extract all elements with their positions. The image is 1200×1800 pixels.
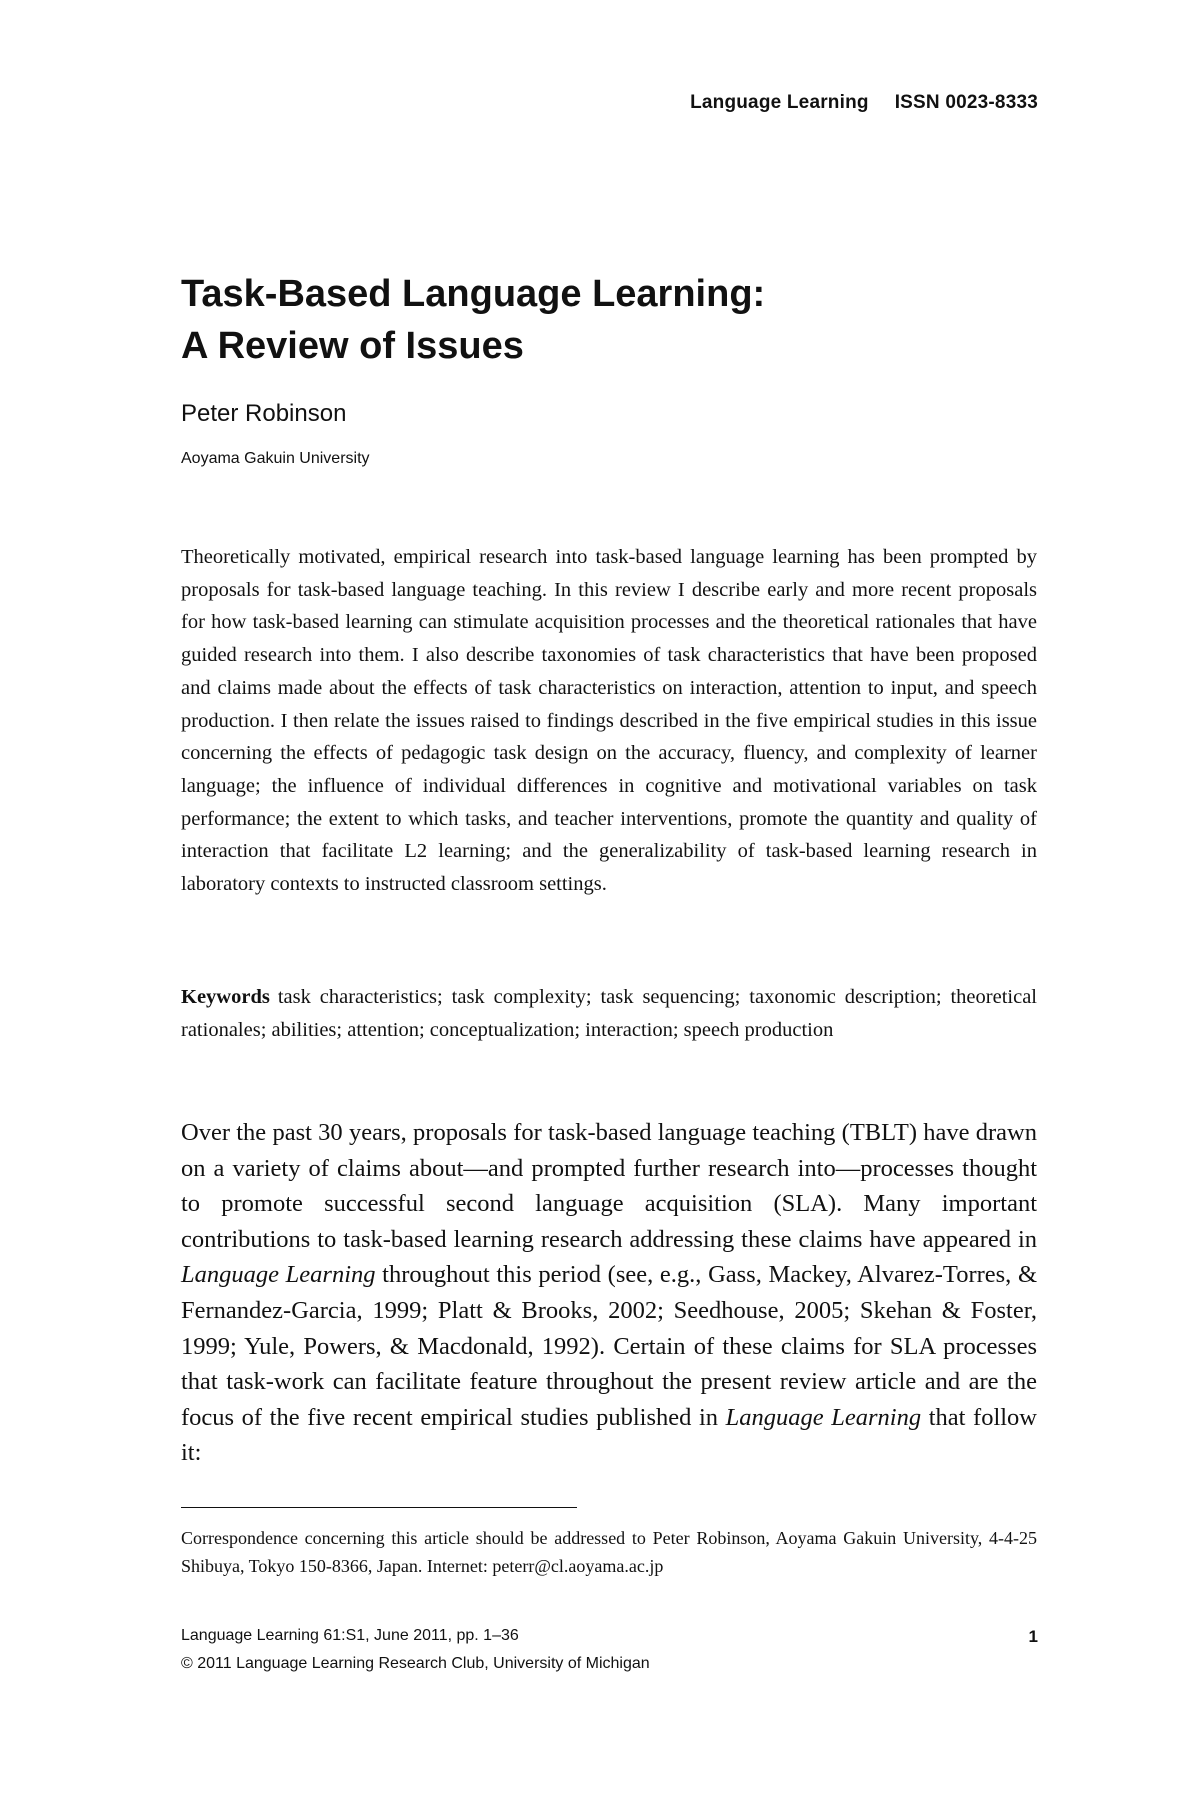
journal-title-italic-1: Language Learning [181, 1261, 376, 1289]
body-text-part-2: throughout this period (see, e.g., Gass, Mackey, Alvarez-Torres, & Fernandez-Garcia, 1999; Platt & Brooks, 2002; Seedhouse, 2005; Skehan & Foster, 1999; Yule, Powers, & Macdonald, 1992). Certain of these claims for SLA processes that task-work can facilitate feature throughout the present review article and are the focus of the five recent empirical studies published in [181, 1261, 1038, 1431]
article-title-line-1: Task-Based Language Learning: [181, 273, 766, 315]
page-number: 1 [1028, 1627, 1038, 1646]
footnote-divider [181, 1507, 577, 1508]
keywords-text: task characteristics; task complexity; task sequencing; taxonomic description; theoretical rationales; abilities; attention; conceptualization; interaction; speech production [181, 986, 1037, 1041]
abstract: Theoretically motivated, empirical research into task-based language learning has been prompted by proposals for task-based language teaching. In this review I describe early and more recent proposals for how task-based learning can stimulate acquisition processes and the theoretical rationales that have guided research into them. I also describe taxonomies of task characteristics that have been proposed and claims made about the effects of task characteristics on interaction, attention to input, and speech production. I then relate the issues raised to findings described in the five empirical studies in this issue concerning the effects of pedagogic task design on the accuracy, fluency, and complexity of learner language; the influence of individual differences in cognitive and motivational variables on task performance; the extent to which tasks, and teacher interventions, promote the quantity and quality of interaction that facilitate L2 learning; and the generalizability of task-based learning research in laboratory contexts to instructed classroom settings. [181, 546, 1037, 896]
article-title-line-2: A Review of Issues [181, 325, 524, 367]
body-text-part-1: Over the past 30 years, proposals for task-based language teaching (TBLT) have drawn on a variety of claims about—and prompted further research into—processes thought to promote successful second language acquisition (SLA). Many important contributions to task-based learning research addressing these claims have appeared in [181, 1119, 1037, 1253]
author-name: Peter Robinson [181, 400, 347, 427]
footer-citation: Language Learning 61:S1, June 2011, pp. 1–36 [181, 1627, 519, 1644]
keywords [181, 981, 1037, 1046]
footer-copyright: © 2011 Language Learning Research Club, University of Michigan [181, 1655, 650, 1672]
journal-name: Language Learning [690, 92, 869, 113]
journal-issn: ISSN 0023-8333 [894, 92, 1038, 113]
correspondence-footnote: Correspondence concerning this article should be addressed to Peter Robinson, Aoyama Gakuin University, 4-4-25 Shibuya, Tokyo 150-8366, Japan. Internet: peterr@cl.aoyama.ac.jp [181, 1528, 1037, 1576]
keywords-label: Keywords [181, 986, 270, 1008]
body-text-part-3: that follow it: [181, 1403, 1037, 1467]
journal-header [690, 92, 1038, 114]
body-paragraph [181, 1115, 1037, 1471]
author-affiliation: Aoyama Gakuin University [181, 450, 370, 467]
journal-title-italic-2: Language Learning [725, 1403, 922, 1431]
article-title [181, 268, 1041, 372]
